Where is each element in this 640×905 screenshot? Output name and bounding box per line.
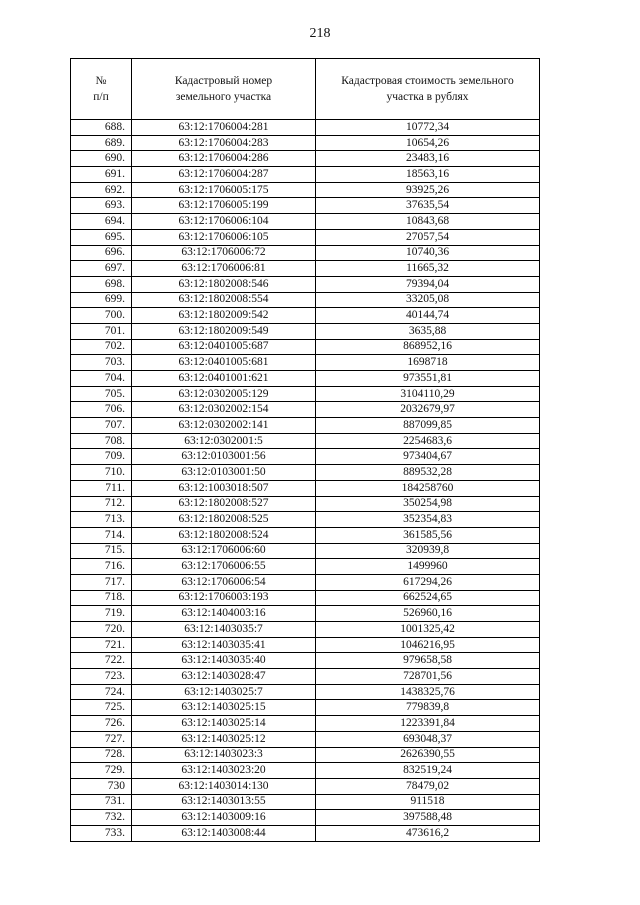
cadastral-value-cell: 832519,24 [316, 763, 540, 779]
row-number-cell: 693. [71, 198, 132, 214]
row-number-cell: 689. [71, 135, 132, 151]
cadastral-value-cell: 11665,32 [316, 261, 540, 277]
row-number-cell: 727. [71, 731, 132, 747]
row-number-cell: 724. [71, 684, 132, 700]
table-row [71, 684, 540, 700]
table-header-row [71, 59, 540, 120]
row-number-cell: 701. [71, 323, 132, 339]
table-row [71, 574, 540, 590]
table-row [71, 716, 540, 732]
table-row [71, 433, 540, 449]
row-number-cell: 723. [71, 669, 132, 685]
table-row [71, 653, 540, 669]
row-number-cell: 702. [71, 339, 132, 355]
cadastral-number-cell: 63:12:1403025:14 [132, 716, 316, 732]
table-row [71, 371, 540, 387]
table-row [71, 622, 540, 638]
cadastral-number-cell: 63:12:1404003:16 [132, 606, 316, 622]
cadastral-number-cell: 63:12:1802008:546 [132, 276, 316, 292]
row-number-cell: 712. [71, 496, 132, 512]
cadastral-value-cell: 728701,56 [316, 669, 540, 685]
row-number-cell: 731. [71, 794, 132, 810]
cadastral-value-cell: 352354,83 [316, 512, 540, 528]
table-row [71, 763, 540, 779]
row-number-cell: 696. [71, 245, 132, 261]
cadastral-value-cell: 10772,34 [316, 120, 540, 136]
cadastral-value-cell: 779839,8 [316, 700, 540, 716]
cadastral-value-cell: 979658,58 [316, 653, 540, 669]
cadastral-value-cell: 526960,16 [316, 606, 540, 622]
row-number-cell: 698. [71, 276, 132, 292]
table-row [71, 480, 540, 496]
cadastral-value-cell: 37635,54 [316, 198, 540, 214]
cadastral-number-cell: 63:12:1403035:41 [132, 637, 316, 653]
row-number-cell: 690. [71, 151, 132, 167]
cadastral-number-cell: 63:12:1802008:525 [132, 512, 316, 528]
cadastral-number-cell: 63:12:1403014:130 [132, 778, 316, 794]
table-row [71, 245, 540, 261]
cadastral-number-cell: 63:12:1706006:104 [132, 214, 316, 230]
cadastral-number-cell: 63:12:1706006:60 [132, 543, 316, 559]
table-row [71, 465, 540, 481]
table-row [71, 637, 540, 653]
cadastral-number-cell: 63:12:0302002:141 [132, 418, 316, 434]
cadastral-value-cell: 1001325,42 [316, 622, 540, 638]
cadastral-value-cell: 973551,81 [316, 371, 540, 387]
cadastral-number-cell: 63:12:1802009:542 [132, 308, 316, 324]
table-row [71, 606, 540, 622]
table-row [71, 747, 540, 763]
cadastral-number-cell: 63:12:1403008:44 [132, 825, 316, 841]
cadastral-number-cell: 63:12:1706004:281 [132, 120, 316, 136]
table-row [71, 669, 540, 685]
cadastral-value-cell: 973404,67 [316, 449, 540, 465]
cadastral-value-cell: 1223391,84 [316, 716, 540, 732]
cadastral-value-cell: 27057,54 [316, 229, 540, 245]
row-number-cell: 709. [71, 449, 132, 465]
cadastral-number-cell: 63:12:0401001:621 [132, 371, 316, 387]
table-row [71, 229, 540, 245]
cadastral-value-cell: 693048,37 [316, 731, 540, 747]
cadastral-number-cell: 63:12:0302001:5 [132, 433, 316, 449]
cadastral-number-cell: 63:12:1706004:286 [132, 151, 316, 167]
table-row [71, 182, 540, 198]
cadastral-value-cell: 911518 [316, 794, 540, 810]
cadastral-number-cell: 63:12:1706006:81 [132, 261, 316, 277]
cadastral-value-cell: 361585,56 [316, 527, 540, 543]
table-row [71, 214, 540, 230]
cadastral-number-cell: 63:12:1706006:54 [132, 574, 316, 590]
cadastral-number-cell: 63:12:1403013:55 [132, 794, 316, 810]
table-row [71, 120, 540, 136]
row-number-cell: 717. [71, 574, 132, 590]
row-number-cell: 725. [71, 700, 132, 716]
cadastral-value-cell: 3104110,29 [316, 386, 540, 402]
cadastral-value-cell: 2626390,55 [316, 747, 540, 763]
row-number-cell: 715. [71, 543, 132, 559]
table-row [71, 449, 540, 465]
cadastral-number-cell: 63:12:1706006:105 [132, 229, 316, 245]
row-number-cell: 726. [71, 716, 132, 732]
row-number-cell: 719. [71, 606, 132, 622]
cadastral-value-cell: 93925,26 [316, 182, 540, 198]
cadastral-number-cell: 63:12:1706006:72 [132, 245, 316, 261]
cadastral-number-cell: 63:12:0401005:681 [132, 355, 316, 371]
cadastral-value-cell: 350254,98 [316, 496, 540, 512]
cadastral-value-cell: 397588,48 [316, 810, 540, 826]
row-number-cell: 721. [71, 637, 132, 653]
cadastral-value-cell: 78479,02 [316, 778, 540, 794]
table-row [71, 512, 540, 528]
cadastral-number-cell: 63:12:1403009:16 [132, 810, 316, 826]
cadastral-value-cell: 889532,28 [316, 465, 540, 481]
row-number-cell: 699. [71, 292, 132, 308]
cadastral-value-cell: 1698718 [316, 355, 540, 371]
cadastral-number-cell: 63:12:0103001:50 [132, 465, 316, 481]
row-number-cell: 694. [71, 214, 132, 230]
table-row [71, 825, 540, 841]
table-row [71, 308, 540, 324]
table-row [71, 167, 540, 183]
table-row [71, 418, 540, 434]
cadastral-number-cell: 63:12:1802008:524 [132, 527, 316, 543]
cadastral-value-cell: 887099,85 [316, 418, 540, 434]
table-row [71, 151, 540, 167]
row-number-cell: 695. [71, 229, 132, 245]
row-number-cell: 704. [71, 371, 132, 387]
table-row [71, 810, 540, 826]
row-number-cell: 688. [71, 120, 132, 136]
table-body [71, 120, 540, 842]
table-row [71, 261, 540, 277]
table-row [71, 198, 540, 214]
table-row [71, 339, 540, 355]
cadastral-value-cell: 868952,16 [316, 339, 540, 355]
row-number-cell: 722. [71, 653, 132, 669]
header-row-number: № п/п [71, 59, 132, 120]
table-row [71, 778, 540, 794]
page-number: 218 [309, 26, 331, 41]
table-row [71, 292, 540, 308]
cadastral-value-cell: 10740,36 [316, 245, 540, 261]
cadastral-value-cell: 2032679,97 [316, 402, 540, 418]
cadastral-number-cell: 63:12:1403028:47 [132, 669, 316, 685]
cadastral-number-cell: 63:12:1706004:283 [132, 135, 316, 151]
cadastral-value-cell: 1499960 [316, 559, 540, 575]
header-cadastral-number: Кадастровый номер земельного участка [132, 59, 316, 120]
cadastral-value-cell: 33205,08 [316, 292, 540, 308]
cadastral-number-cell: 63:12:1403025:12 [132, 731, 316, 747]
cadastral-value-cell: 617294,26 [316, 574, 540, 590]
table-row [71, 135, 540, 151]
header-cadastral-value: Кадастровая стоимость земельного участка в рублях [316, 59, 540, 120]
cadastral-value-cell: 184258760 [316, 480, 540, 496]
cadastral-number-cell: 63:12:1403023:20 [132, 763, 316, 779]
table-row [71, 402, 540, 418]
row-number-cell: 718. [71, 590, 132, 606]
cadastral-value-cell: 662524,65 [316, 590, 540, 606]
row-number-cell: 732. [71, 810, 132, 826]
row-number-cell: 692. [71, 182, 132, 198]
cadastral-number-cell: 63:12:1403023:3 [132, 747, 316, 763]
row-number-cell: 708. [71, 433, 132, 449]
table-row [71, 700, 540, 716]
cadastral-number-cell: 63:12:1403035:40 [132, 653, 316, 669]
table-row [71, 323, 540, 339]
row-number-cell: 691. [71, 167, 132, 183]
cadastral-number-cell: 63:12:1706005:199 [132, 198, 316, 214]
row-number-cell: 716. [71, 559, 132, 575]
row-number-cell: 707. [71, 418, 132, 434]
row-number-cell: 720. [71, 622, 132, 638]
cadastral-value-table [70, 58, 540, 842]
cadastral-value-cell: 473616,2 [316, 825, 540, 841]
row-number-cell: 729. [71, 763, 132, 779]
table-row [71, 527, 540, 543]
cadastral-number-cell: 63:12:1403035:7 [132, 622, 316, 638]
cadastral-value-cell: 79394,04 [316, 276, 540, 292]
cadastral-value-cell: 10654,26 [316, 135, 540, 151]
table-row [71, 794, 540, 810]
cadastral-number-cell: 63:12:1802008:554 [132, 292, 316, 308]
row-number-cell: 730 [71, 778, 132, 794]
table-row [71, 355, 540, 371]
row-number-cell: 711. [71, 480, 132, 496]
cadastral-value-cell: 3635,88 [316, 323, 540, 339]
row-number-cell: 733. [71, 825, 132, 841]
cadastral-value-cell: 10843,68 [316, 214, 540, 230]
cadastral-number-cell: 63:12:1403025:7 [132, 684, 316, 700]
table-row [71, 543, 540, 559]
cadastral-number-cell: 63:12:0302005:129 [132, 386, 316, 402]
cadastral-number-cell: 63:12:1706003:193 [132, 590, 316, 606]
cadastral-value-cell: 18563,16 [316, 167, 540, 183]
row-number-cell: 706. [71, 402, 132, 418]
cadastral-number-cell: 63:12:0103001:56 [132, 449, 316, 465]
cadastral-value-cell: 23483,16 [316, 151, 540, 167]
row-number-cell: 700. [71, 308, 132, 324]
cadastral-value-cell: 320939,8 [316, 543, 540, 559]
row-number-cell: 710. [71, 465, 132, 481]
cadastral-number-cell: 63:12:0401005:687 [132, 339, 316, 355]
row-number-cell: 697. [71, 261, 132, 277]
row-number-cell: 714. [71, 527, 132, 543]
row-number-cell: 703. [71, 355, 132, 371]
cadastral-value-cell: 40144,74 [316, 308, 540, 324]
table-row [71, 276, 540, 292]
cadastral-number-cell: 63:12:1706005:175 [132, 182, 316, 198]
table-row [71, 590, 540, 606]
table-row [71, 731, 540, 747]
cadastral-value-cell: 2254683,6 [316, 433, 540, 449]
table-row [71, 386, 540, 402]
row-number-cell: 705. [71, 386, 132, 402]
cadastral-number-cell: 63:12:1003018:507 [132, 480, 316, 496]
cadastral-value-cell: 1046216,95 [316, 637, 540, 653]
cadastral-number-cell: 63:12:1403025:15 [132, 700, 316, 716]
cadastral-number-cell: 63:12:1802009:549 [132, 323, 316, 339]
table-row [71, 559, 540, 575]
cadastral-number-cell: 63:12:0302002:154 [132, 402, 316, 418]
cadastral-number-cell: 63:12:1706006:55 [132, 559, 316, 575]
row-number-cell: 728. [71, 747, 132, 763]
table-row [71, 496, 540, 512]
row-number-cell: 713. [71, 512, 132, 528]
cadastral-number-cell: 63:12:1802008:527 [132, 496, 316, 512]
cadastral-number-cell: 63:12:1706004:287 [132, 167, 316, 183]
cadastral-value-cell: 1438325,76 [316, 684, 540, 700]
